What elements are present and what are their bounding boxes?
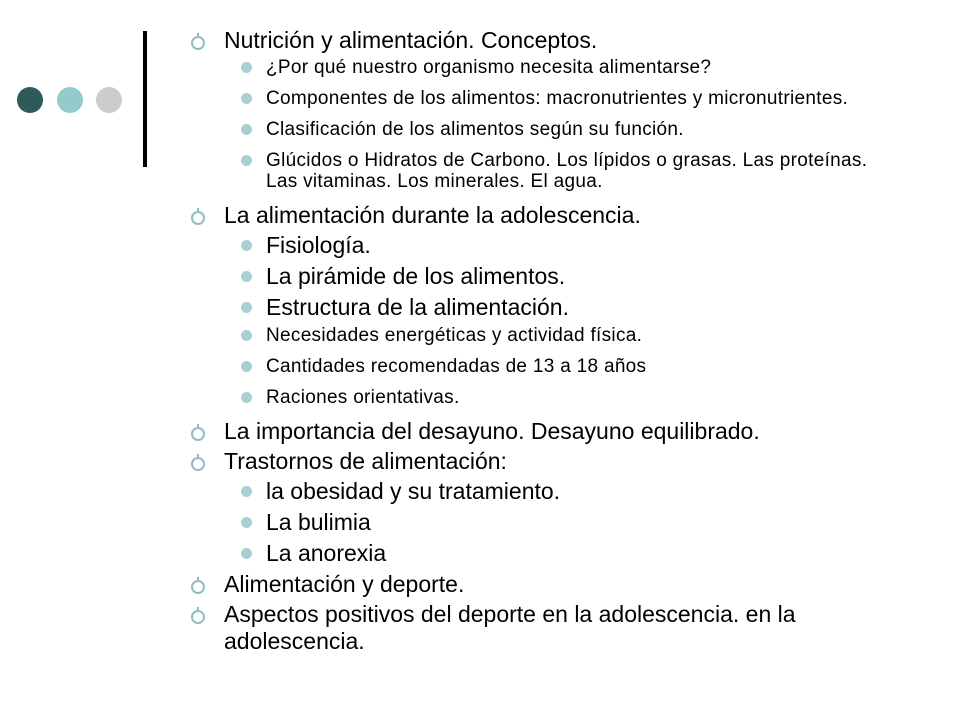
outline-subitem-text: Glúcidos o Hidratos de Carbono. Los lípidos o grasas. Las proteínas. Las vitaminas. Los minerales. El agua. bbox=[266, 150, 868, 192]
outline-subitem bbox=[185, 478, 885, 505]
decorative-dot-gray bbox=[96, 87, 122, 113]
outline-subitem bbox=[185, 57, 885, 78]
outline-subitem-text: Estructura de la alimentación. bbox=[266, 294, 569, 320]
outline-subitem-text: La pirámide de los alimentos. bbox=[266, 263, 566, 289]
outline-item-text: La importancia del desayuno. Desayuno equilibrado. bbox=[224, 418, 760, 444]
outline-subitem bbox=[185, 150, 885, 192]
outline-subitem bbox=[185, 540, 885, 567]
subitem-bullet-icon bbox=[241, 486, 252, 497]
subitem-bullet-icon bbox=[241, 548, 252, 559]
subitem-bullet-icon bbox=[241, 271, 252, 282]
outline-item bbox=[185, 418, 885, 445]
outline-subitem-text: Componentes de los alimentos: macronutrientes y micronutrientes. bbox=[266, 88, 849, 109]
subitem-bullet-icon bbox=[241, 392, 252, 403]
outline-subitem bbox=[185, 119, 885, 140]
outline-item-text: Nutrición y alimentación. Conceptos. bbox=[224, 27, 598, 53]
outline-item-text: La alimentación durante la adolescencia. bbox=[224, 202, 641, 228]
outline-item bbox=[185, 27, 885, 54]
subitem-bullet-icon bbox=[241, 93, 252, 104]
outline-subitem bbox=[185, 356, 885, 377]
decorative-dot-teal bbox=[57, 87, 83, 113]
outline-subitem-text: Necesidades energéticas y actividad física. bbox=[266, 325, 643, 346]
outline-subitem bbox=[185, 294, 885, 321]
outline-subitem-text: la obesidad y su tratamiento. bbox=[266, 478, 561, 504]
subitem-bullet-icon bbox=[241, 302, 252, 313]
subitem-bullet-icon bbox=[241, 240, 252, 251]
subitem-bullet-icon bbox=[241, 155, 252, 166]
outline-bullet-icon bbox=[191, 580, 205, 594]
outline-item-text: Trastornos de alimentación: bbox=[224, 448, 507, 474]
subitem-bullet-icon bbox=[241, 361, 252, 372]
outline-subitem-text: La anorexia bbox=[266, 540, 387, 566]
outline-subitem-text: Cantidades recomendadas de 13 a 18 años bbox=[266, 356, 647, 377]
outline-item bbox=[185, 202, 885, 229]
slide-outline bbox=[185, 27, 885, 658]
subitem-bullet-icon bbox=[241, 517, 252, 528]
outline-subitem-text: ¿Por qué nuestro organismo necesita alimentarse? bbox=[266, 57, 712, 78]
subitem-bullet-icon bbox=[241, 124, 252, 135]
decorative-vertical-line bbox=[143, 31, 147, 167]
decorative-dot-dark bbox=[17, 87, 43, 113]
subitem-bullet-icon bbox=[241, 62, 252, 73]
outline-subitem-text: Clasificación de los alimentos según su función. bbox=[266, 119, 684, 140]
outline-bullet-icon bbox=[191, 211, 205, 225]
outline-bullet-icon bbox=[191, 457, 205, 471]
outline-subitem-text: Raciones orientativas. bbox=[266, 387, 460, 408]
outline-subitem bbox=[185, 88, 885, 109]
outline-bullet-icon bbox=[191, 610, 205, 624]
outline-subitem bbox=[185, 232, 885, 259]
subitem-bullet-icon bbox=[241, 330, 252, 341]
outline-subitem bbox=[185, 387, 885, 408]
outline-subitem bbox=[185, 263, 885, 290]
outline-subitem bbox=[185, 509, 885, 536]
outline-item bbox=[185, 601, 885, 655]
outline-item-text: Aspectos positivos del deporte en la adolescencia. en la adolescencia. bbox=[224, 601, 796, 654]
outline-subitem-text: Fisiología. bbox=[266, 232, 371, 258]
outline-item bbox=[185, 571, 885, 598]
outline-bullet-icon bbox=[191, 427, 205, 441]
outline-bullet-icon bbox=[191, 36, 205, 50]
outline-subitem-text: La bulimia bbox=[266, 509, 371, 535]
outline-item bbox=[185, 448, 885, 475]
outline-subitem bbox=[185, 325, 885, 346]
outline-item-text: Alimentación y deporte. bbox=[224, 571, 465, 597]
